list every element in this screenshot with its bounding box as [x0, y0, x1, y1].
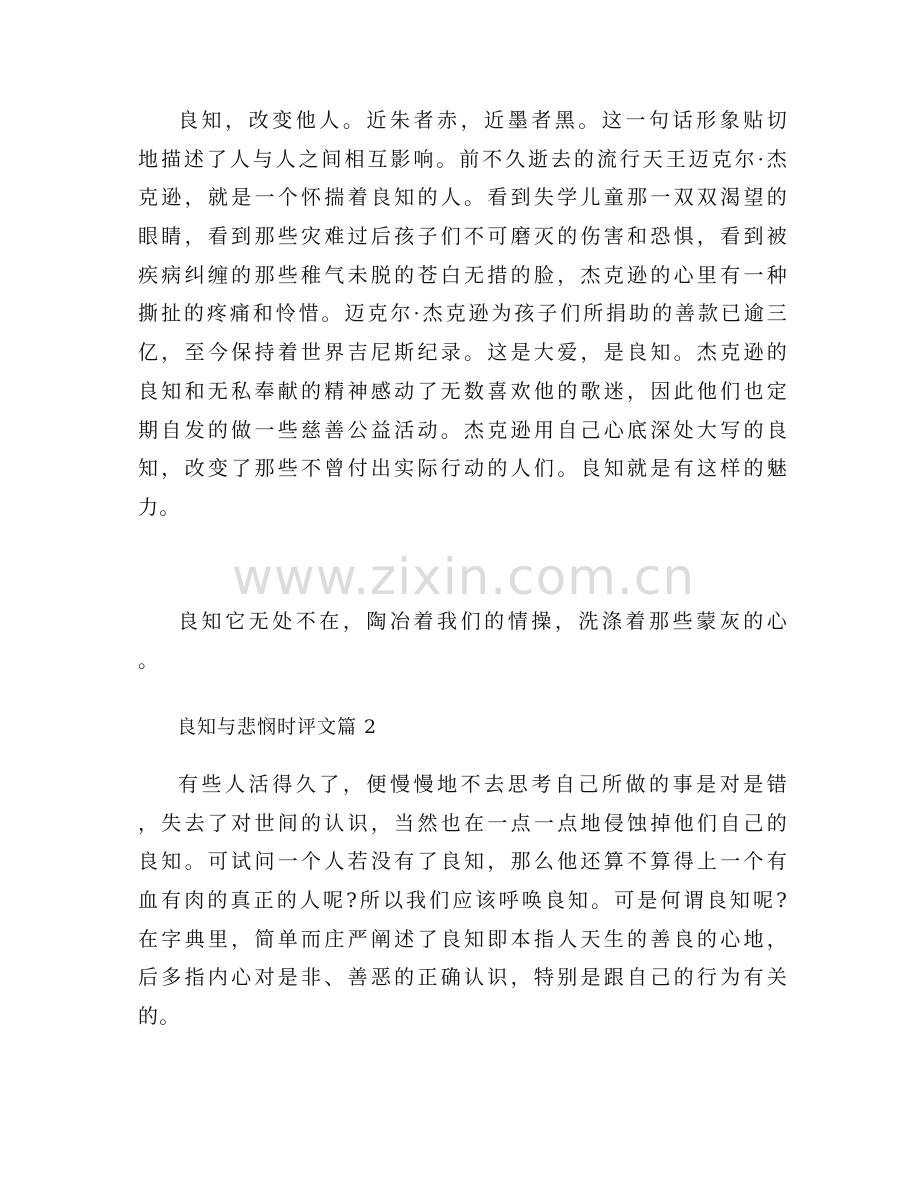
paragraph-3: [138, 765, 788, 1036]
paragraph-line: 疾病纠缠的那些稚气未脱的苍白无措的脸，杰克逊的心里有一种: [138, 262, 788, 287]
paragraph-line: 眼睛，看到那些灾难过后孩子们不可磨灭的伤害和恐惧，看到被: [138, 224, 788, 249]
paragraph-line: 血有肉的真正的人呢?所以我们应该呼唤良知。可是何谓良知呢?: [138, 888, 788, 913]
paragraph-line: 亿，至今保持着世界吉尼斯纪录。这是大爱，是良知。杰克逊的: [138, 340, 788, 365]
paragraph-line: 良知和无私奉献的精神感动了无数喜欢他的歌迷，因此他们也定: [138, 378, 788, 403]
paragraph-line: 后多指内心对是非、善恶的正确认识，特别是跟自己的行为有关: [138, 965, 788, 990]
paragraph-line: 的。: [138, 1004, 181, 1029]
section-heading: 良知与悲悯时评文篇 2: [177, 716, 378, 738]
paragraph-line: 在字典里，简单而庄严阐述了良知即本指人天生的善良的心地，: [138, 926, 788, 951]
paragraph-line: 良知。可试问一个人若没有了良知，那么他还算不算得上一个有: [138, 849, 788, 874]
paragraph-line: 良知它无处不在，陶冶着我们的情操，洗涤着那些蒙灰的心: [178, 609, 788, 633]
paragraph-line: 克逊，就是一个怀揣着良知的人。看到失学儿童那一双双渴望的: [138, 185, 788, 210]
paragraph-line: 良知，改变他人。近朱者赤，近墨者黑。这一句话形象贴切: [178, 108, 788, 132]
paragraph-line: 。: [138, 647, 160, 672]
watermark: www.zixin.com.cn: [232, 548, 696, 606]
paragraph-2: [138, 602, 788, 679]
paragraph-line: 力。: [138, 494, 181, 519]
paragraph-line: ，失去了对世间的认识，当然也在一点一点地侵蚀掉他们自己的: [138, 810, 788, 835]
paragraph-line: 期自发的做一些慈善公益活动。杰克逊用自己心底深处大写的良: [138, 417, 788, 442]
paragraph-line: 撕扯的疼痛和怜惜。迈克尔·杰克逊为孩子们所捐助的善款已逾三: [138, 301, 788, 326]
paragraph-line: 知，改变了那些不曾付出实际行动的人们。良知就是有这样的魅: [138, 456, 788, 481]
paragraph-1: [138, 101, 788, 527]
paragraph-line: 有些人活得久了，便慢慢地不去思考自己所做的事是对是错: [178, 772, 788, 796]
paragraph-line: 地描述了人与人之间相互影响。前不久逝去的流行天王迈克尔·杰: [138, 146, 788, 171]
